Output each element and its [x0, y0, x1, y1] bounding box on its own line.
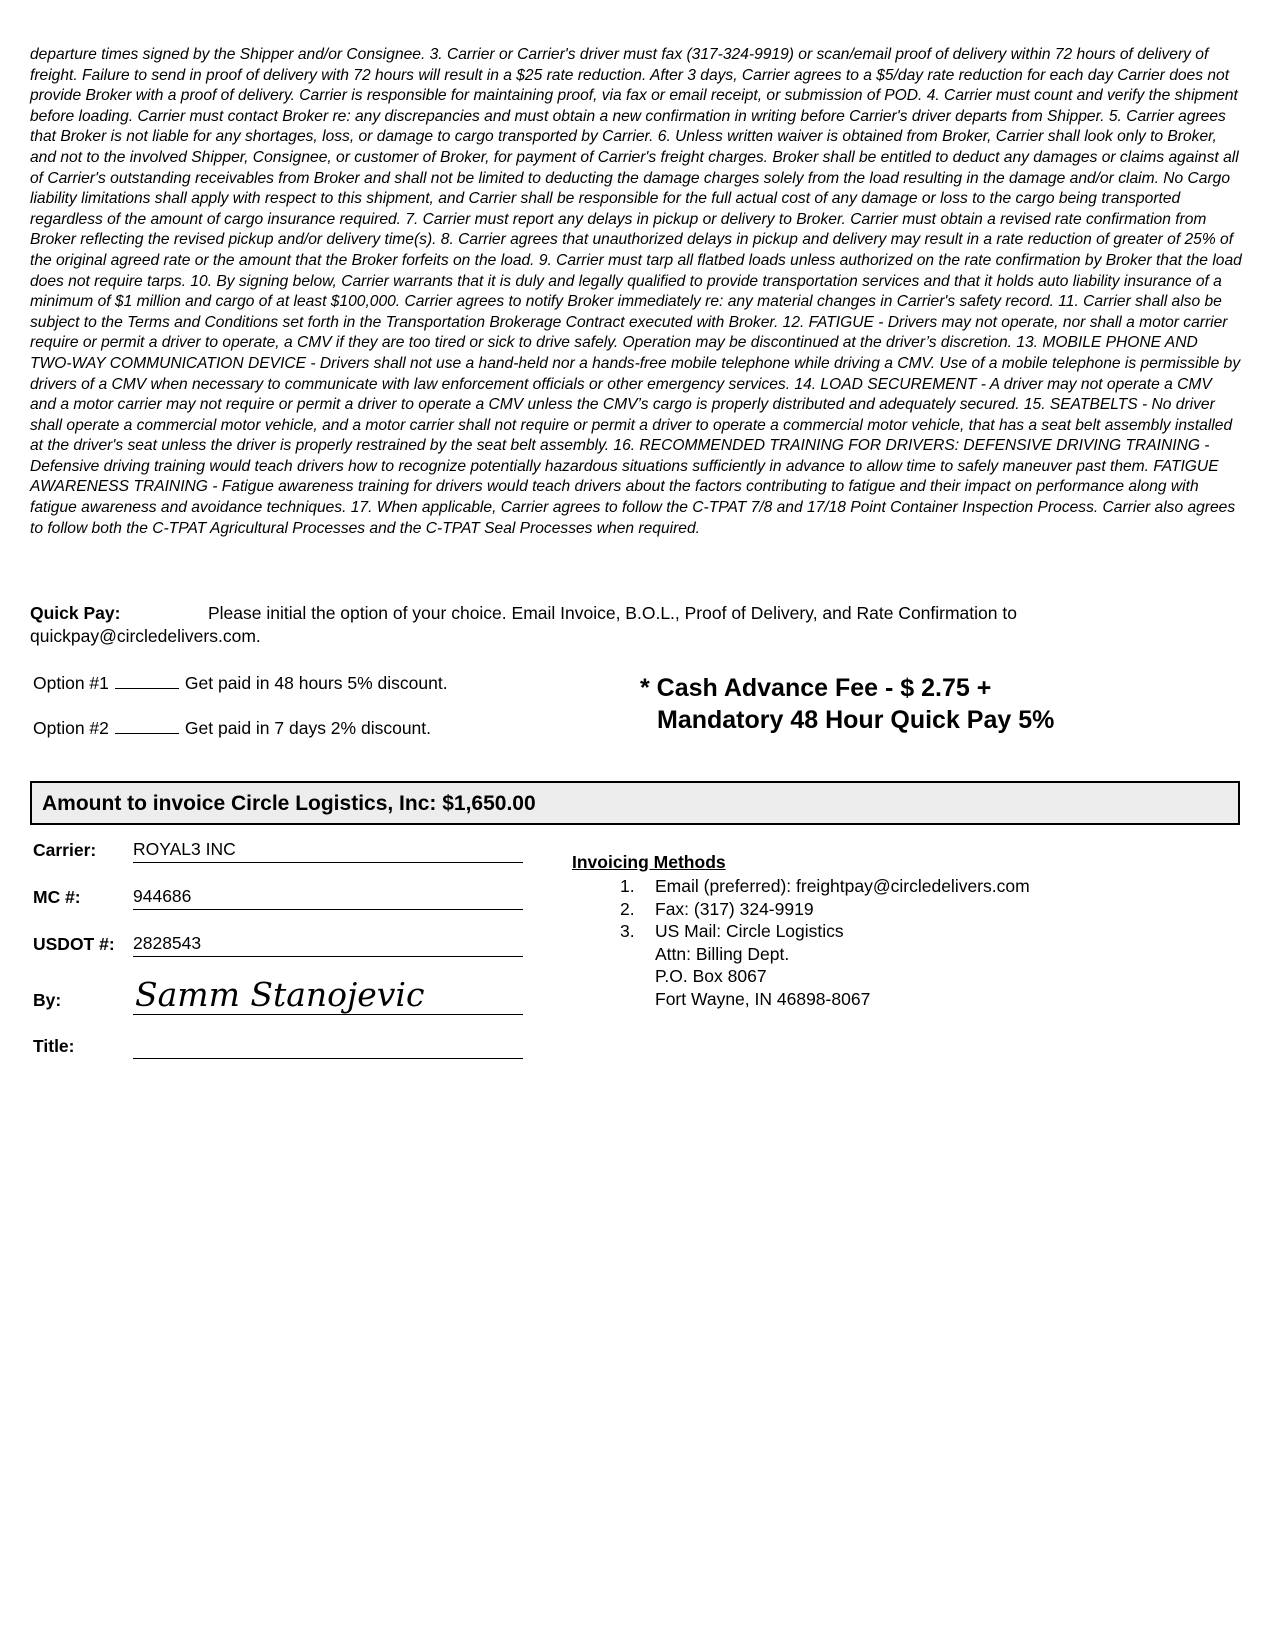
mc-label: MC #:: [33, 887, 81, 907]
item-number: 1.: [620, 876, 635, 896]
quick-pay-option-2: [33, 718, 431, 739]
usdot-number-field[interactable]: 2828543: [133, 930, 523, 957]
option-label: Option #1: [33, 673, 109, 693]
option-text: Get paid in 48 hours 5% discount.: [184, 673, 448, 693]
list-item: [620, 875, 1030, 898]
quick-pay-option-1: [33, 673, 448, 694]
title-field[interactable]: [133, 1032, 523, 1059]
title-label: Title:: [33, 1036, 75, 1056]
quick-pay-section: [30, 602, 1230, 648]
cash-advance-line-1: * Cash Advance Fee - $ 2.75 +: [640, 674, 992, 702]
list-item: [620, 920, 1030, 943]
carrier-label: Carrier:: [33, 840, 97, 860]
terms-and-conditions-text: departure times signed by the Shipper and/or Consignee. 3. Carrier or Carrier's driver must fax (317-324-9919) or scan/email proof of delivery within 72 hours of delivery of freight. Failure to send in proof of delivery with 72 hours will result in a $25 rate reduction. After 3 days, Carrier agrees to a $5/day rate reduction for each day Carrier does not provide Broker with a proof of delivery. Carrier is responsible for maintaining proof, via fax or email receipt, or submission of POD. 4. Carrier must count and verify the shipment before loading. Carrier must contact Broker re: any discrepancies and must obtain a new confirmation in writing before Carrier's driver departs from Shipper. 5. Carrier agrees that Broker is not liable for any shortages, loss, or damage to cargo transported by Carrier. 6. Unless written waiver is obtained from Broker, Carrier shall look only to Broker, and not to the involved Shipper, Consignee, or customer of Broker, for payment of Carrier's freight charges. Broker shall be entitled to deduct any damages or claims against all of Carrier's outstanding receivables from Broker and shall not be limited to deducting the damage charges solely from the load resulting in the damage and/or claim. No Cargo liability limitations shall apply with respect to this shipment, and Carrier shall be responsible for the full actual cost of any damage or loss to the cargo being transported regardless of the amount of cargo insurance required. 7. Carrier must report any delays in pickup or delivery to Broker. Carrier must obtain a revised rate confirmation from Broker reflecting the revised pickup and/or delivery time(s). 8. Carrier agrees that unauthorized delays in pickup and delivery may result in a rate reduction of greater of 25% of the original agreed rate or the amount that the Broker forfeits on the load. 9. Carrier must tarp all flatbed loads unless authorized on the rate confirmation by Broker that the load does not require tarps. 10. By signing below, Carrier warrants that it is duly and legally qualified to provide transportation services and that it holds auto liability insurance of a minimum of $1 million and cargo of at least $100,000. Carrier agrees to notify Broker immediately re: any material changes in Carrier's safety record. 11. Carrier shall also be subject to the Terms and Conditions set forth in the Transportation Brokerage Contract executed with Broker. 12. FATIGUE - Drivers may not operate, nor shall a motor carrier require or permit a driver to operate, a CMV if they are too tired or sick to drive safely. Operation may be discontinued at the driver’s discretion. 13. MOBILE PHONE AND TWO-WAY COMMUNICATION DEVICE - Drivers shall not use a hand-held nor a hands-free mobile telephone while driving a CMV. Use of a mobile telephone is permissible by drivers of a CMV when necessary to communicate with law enforcement officials or other emergency services. 14. LOAD SECUREMENT - A driver may not operate a CMV and a motor carrier may not require or permit a driver to operate a CMV unless the CMV’s cargo is properly distributed and adequately secured. 15. SEATBELTS - No driver shall operate a commercial motor vehicle, and a motor carrier shall not require or permit a driver to operate a commercial motor vehicle, that has a seat belt assembly installed at the driver's seat unless the driver is properly restrained by the seat belt assembly. 16. RECOMMENDED TRAINING FOR DRIVERS: DEFENSIVE DRIVING TRAINING - Defensive driving training would teach drivers how to recognize potentially hazardous situations sufficiently in advance to allow time to safely maneuver past them. FATIGUE AWARENESS TRAINING - Fatigue awareness training for drivers would teach drivers about the factors contributing to fatigue and their impact on performance along with fatigue awareness and avoidance techniques. 17. When applicable, Carrier agrees to follow the C-TPAT 7/8 and 17/18 Point Container Inspection Process. Carrier also agrees to follow both the C-TPAT Agricultural Processes and the C-TPAT Seal Processes when required.: [30, 46, 1242, 537]
invoice-email: Email (preferred): freightpay@circledelivers.com: [655, 876, 1030, 896]
cash-advance-note: [640, 672, 1054, 736]
mc-number-field[interactable]: 944686: [133, 883, 523, 910]
usdot-label: USDOT #:: [33, 934, 115, 954]
list-item: [620, 898, 1030, 921]
address-line: Fort Wayne, IN 46898-8067: [655, 988, 871, 1009]
option-text: Get paid in 7 days 2% discount.: [184, 718, 432, 738]
quick-pay-label: Quick Pay:: [30, 603, 121, 623]
invoice-fax: Fax: (317) 324-9919: [655, 898, 814, 919]
invoice-mail: US Mail: Circle Logistics: [655, 921, 844, 941]
item-number: 2.: [620, 898, 635, 919]
address-line: P.O. Box 8067: [655, 966, 767, 986]
handwritten-signature: [133, 978, 523, 1014]
quick-pay-instructions-text: Please initial the option of your choice. Email Invoice, B.O.L., Proof of Delivery, and Rate Confirmation to: [208, 603, 1017, 623]
address-line: Attn: Billing Dept.: [655, 943, 790, 964]
invoicing-methods-title: Invoicing Methods: [572, 852, 726, 872]
item-number: 3.: [620, 921, 635, 941]
option-label: Option #2: [33, 718, 109, 738]
cash-advance-line-2: Mandatory 48 Hour Quick Pay 5%: [657, 706, 1055, 734]
initial-blank-option-2[interactable]: [115, 719, 179, 734]
signature-text: Samm Stanojevic: [135, 978, 425, 1014]
invoicing-methods-list: [620, 875, 1030, 1010]
initial-blank-option-1[interactable]: [115, 674, 179, 689]
quick-pay-email: quickpay@circledelivers.com.: [30, 626, 261, 646]
carrier-field[interactable]: ROYAL3 INC: [133, 836, 523, 863]
invoice-amount-box: Amount to invoice Circle Logistics, Inc: $1,650.00: [30, 781, 1240, 825]
by-label: By:: [33, 990, 62, 1010]
